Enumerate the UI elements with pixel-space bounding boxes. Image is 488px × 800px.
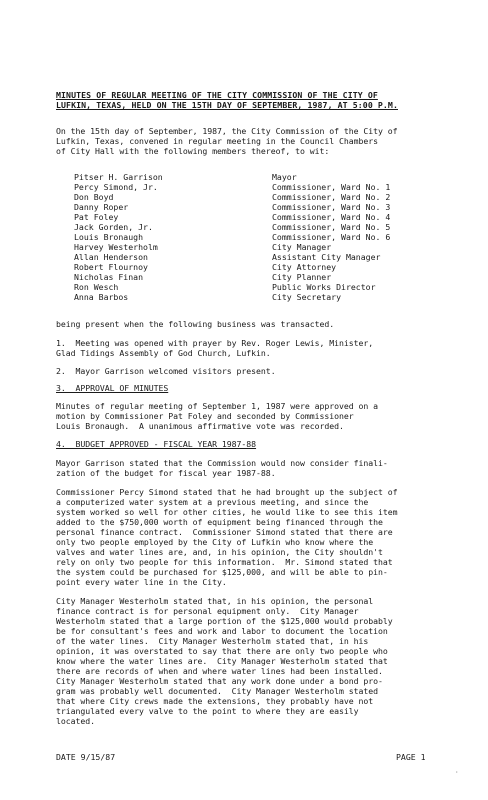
item3-line-3: Louis Bronaugh. A unanimous affirmative vote was recorded. [56,421,344,431]
item4-p3-line-13: located. [56,716,96,726]
scan-speck-decoration: · [455,769,459,776]
minutes-title-line-1: MINUTES OF REGULAR MEETING OF THE CITY COMMISSION OF THE CITY OF [56,90,378,100]
item4-p1-line-2: zation of the budget for fiscal year 1987-88. [56,468,276,478]
roster-title: City Secretary [272,292,342,302]
roster-title: Commissioner, Ward No. 4 [272,212,391,222]
roster-name: Allan Henderson [74,252,148,262]
item4-p3-line-4: be for consultant's fees and work and labor to document the location [56,626,388,636]
roster-title: Commissioner, Ward No. 5 [272,222,391,232]
roster-title: Commissioner, Ward No. 3 [272,202,391,212]
intro-line-1: On the 15th day of September, 1987, the City Commission of the City of [56,126,398,136]
item4-p2-line-3: system worked so well for other cities, he would like to see this item [56,507,398,517]
roster-name: Danny Roper [74,202,129,212]
item4-p3-line-7: know where the water lines are. City Manager Westerholm stated that [56,656,388,666]
intro-line-2: Lufkin, Texas, convened in regular meeting in the Council Chambers [56,136,379,146]
item4-p2-line-7: valves and water lines are, and, in his opinion, the City shouldn't [56,547,383,557]
roster-title: City Planner [272,272,332,282]
item4-p3-line-3: Westerholm stated that a large portion of the $125,000 would probably [56,616,393,626]
roster-name: Pitser H. Garrison [74,172,163,182]
roster-title: Commissioner, Ward No. 2 [272,192,391,202]
footer-page-number: PAGE 1 [396,752,426,762]
item3-heading: 3. APPROVAL OF MINUTES [56,383,169,393]
item4-p3-line-2: finance contract is for personal equipment only. City Manager [56,606,359,616]
item4-p2-line-9: the system could be purchased for $125,000, and will be able to pin- [56,567,388,577]
item4-p2-line-5: personal finance contract. Commissioner Simond stated that there are [56,527,393,537]
roster-title: City Attorney [272,262,337,272]
item4-p2-line-4: added to the $750,000 worth of equipment being financed through the [56,517,383,527]
item4-p2-line-6: only two people employed by the City of Lufkin who know where the [56,537,374,547]
item4-p1-line-1: Mayor Garrison stated that the Commission would now consider finali- [56,458,388,468]
roster-title: Mayor [272,172,297,182]
item3-line-1: Minutes of regular meeting of September 1, 1987 were approved on a [56,401,379,411]
item4-p2-line-2: a computerized water system at a previous meeting, and since the [56,497,369,507]
roster-name: Robert Flournoy [74,262,148,272]
roster-title: Commissioner, Ward No. 1 [272,182,391,192]
roster-title: City Manager [272,242,332,252]
roster-name: Jack Gorden, Jr. [74,222,153,232]
roster-name: Percy Simond, Jr. [74,182,158,192]
roster-name: Anna Barbos [74,292,129,302]
item4-p3-line-1: City Manager Westerholm stated that, in his opinion, the personal [56,596,374,606]
roster-title: Public Works Director [272,282,376,292]
roster-title: Commissioner, Ward No. 6 [272,232,391,242]
item4-p3-line-12: triangulated every valve to the point to where they are easily [56,706,359,716]
intro-line-3: of City Hall with the following members thereof, to wit: [56,146,330,156]
roster-name: Harvey Westerholm [74,242,158,252]
item4-p2-line-10: point every water line in the City. [56,577,227,587]
item1-line-1: 1. Meeting was opened with prayer by Rev. Roger Lewis, Minister, [56,338,374,348]
item4-p3-line-6: opinion, it was overstated to say that there are only two people who [56,646,388,656]
item4-p3-line-8: there are records of when and where water lines had been installed. [56,666,383,676]
item4-p3-line-5: of the water lines. City Manager Westerholm stated that, in his [56,636,369,646]
item1-line-2: Glad Tidings Assembly of God Church, Lufkin. [56,348,271,358]
roster-name: Ron Wesch [74,282,119,292]
item4-p3-line-10: gram was probably well documented. City Manager Westerholm stated [56,686,379,696]
item3-line-2: motion by Commissioner Pat Foley and seconded by Commissioner [56,411,354,421]
roster-name: Louis Bronaugh [74,232,144,242]
item2-text: 2. Mayor Garrison welcomed visitors present. [56,366,276,376]
present-statement: being present when the following business was transacted. [56,319,335,329]
footer-date: DATE 9/15/87 [56,752,116,762]
item4-p2-line-8: rely on only two people for this information. Mr. Simond stated that [56,557,393,567]
roster-name: Nicholas Finan [74,272,144,282]
item4-p2-line-1: Commissioner Percy Simond stated that he had brought up the subject of [56,487,398,497]
roster-name: Pat Foley [74,212,119,222]
item4-heading: 4. BUDGET APPROVED - FISCAL YEAR 1987-88 [56,439,257,449]
item4-p3-line-9: City Manager Westerholm stated that any work done under a bond pro- [56,676,383,686]
roster-title: Assistant City Manager [272,252,381,262]
minutes-title-line-2: LUFKIN, TEXAS, HELD ON THE 15TH DAY OF SEPTEMBER, 1987, AT 5:00 P.M. [56,100,398,110]
roster-name: Don Boyd [74,192,114,202]
item4-p3-line-11: that where City crews made the extensions, they probably have not [56,696,374,706]
